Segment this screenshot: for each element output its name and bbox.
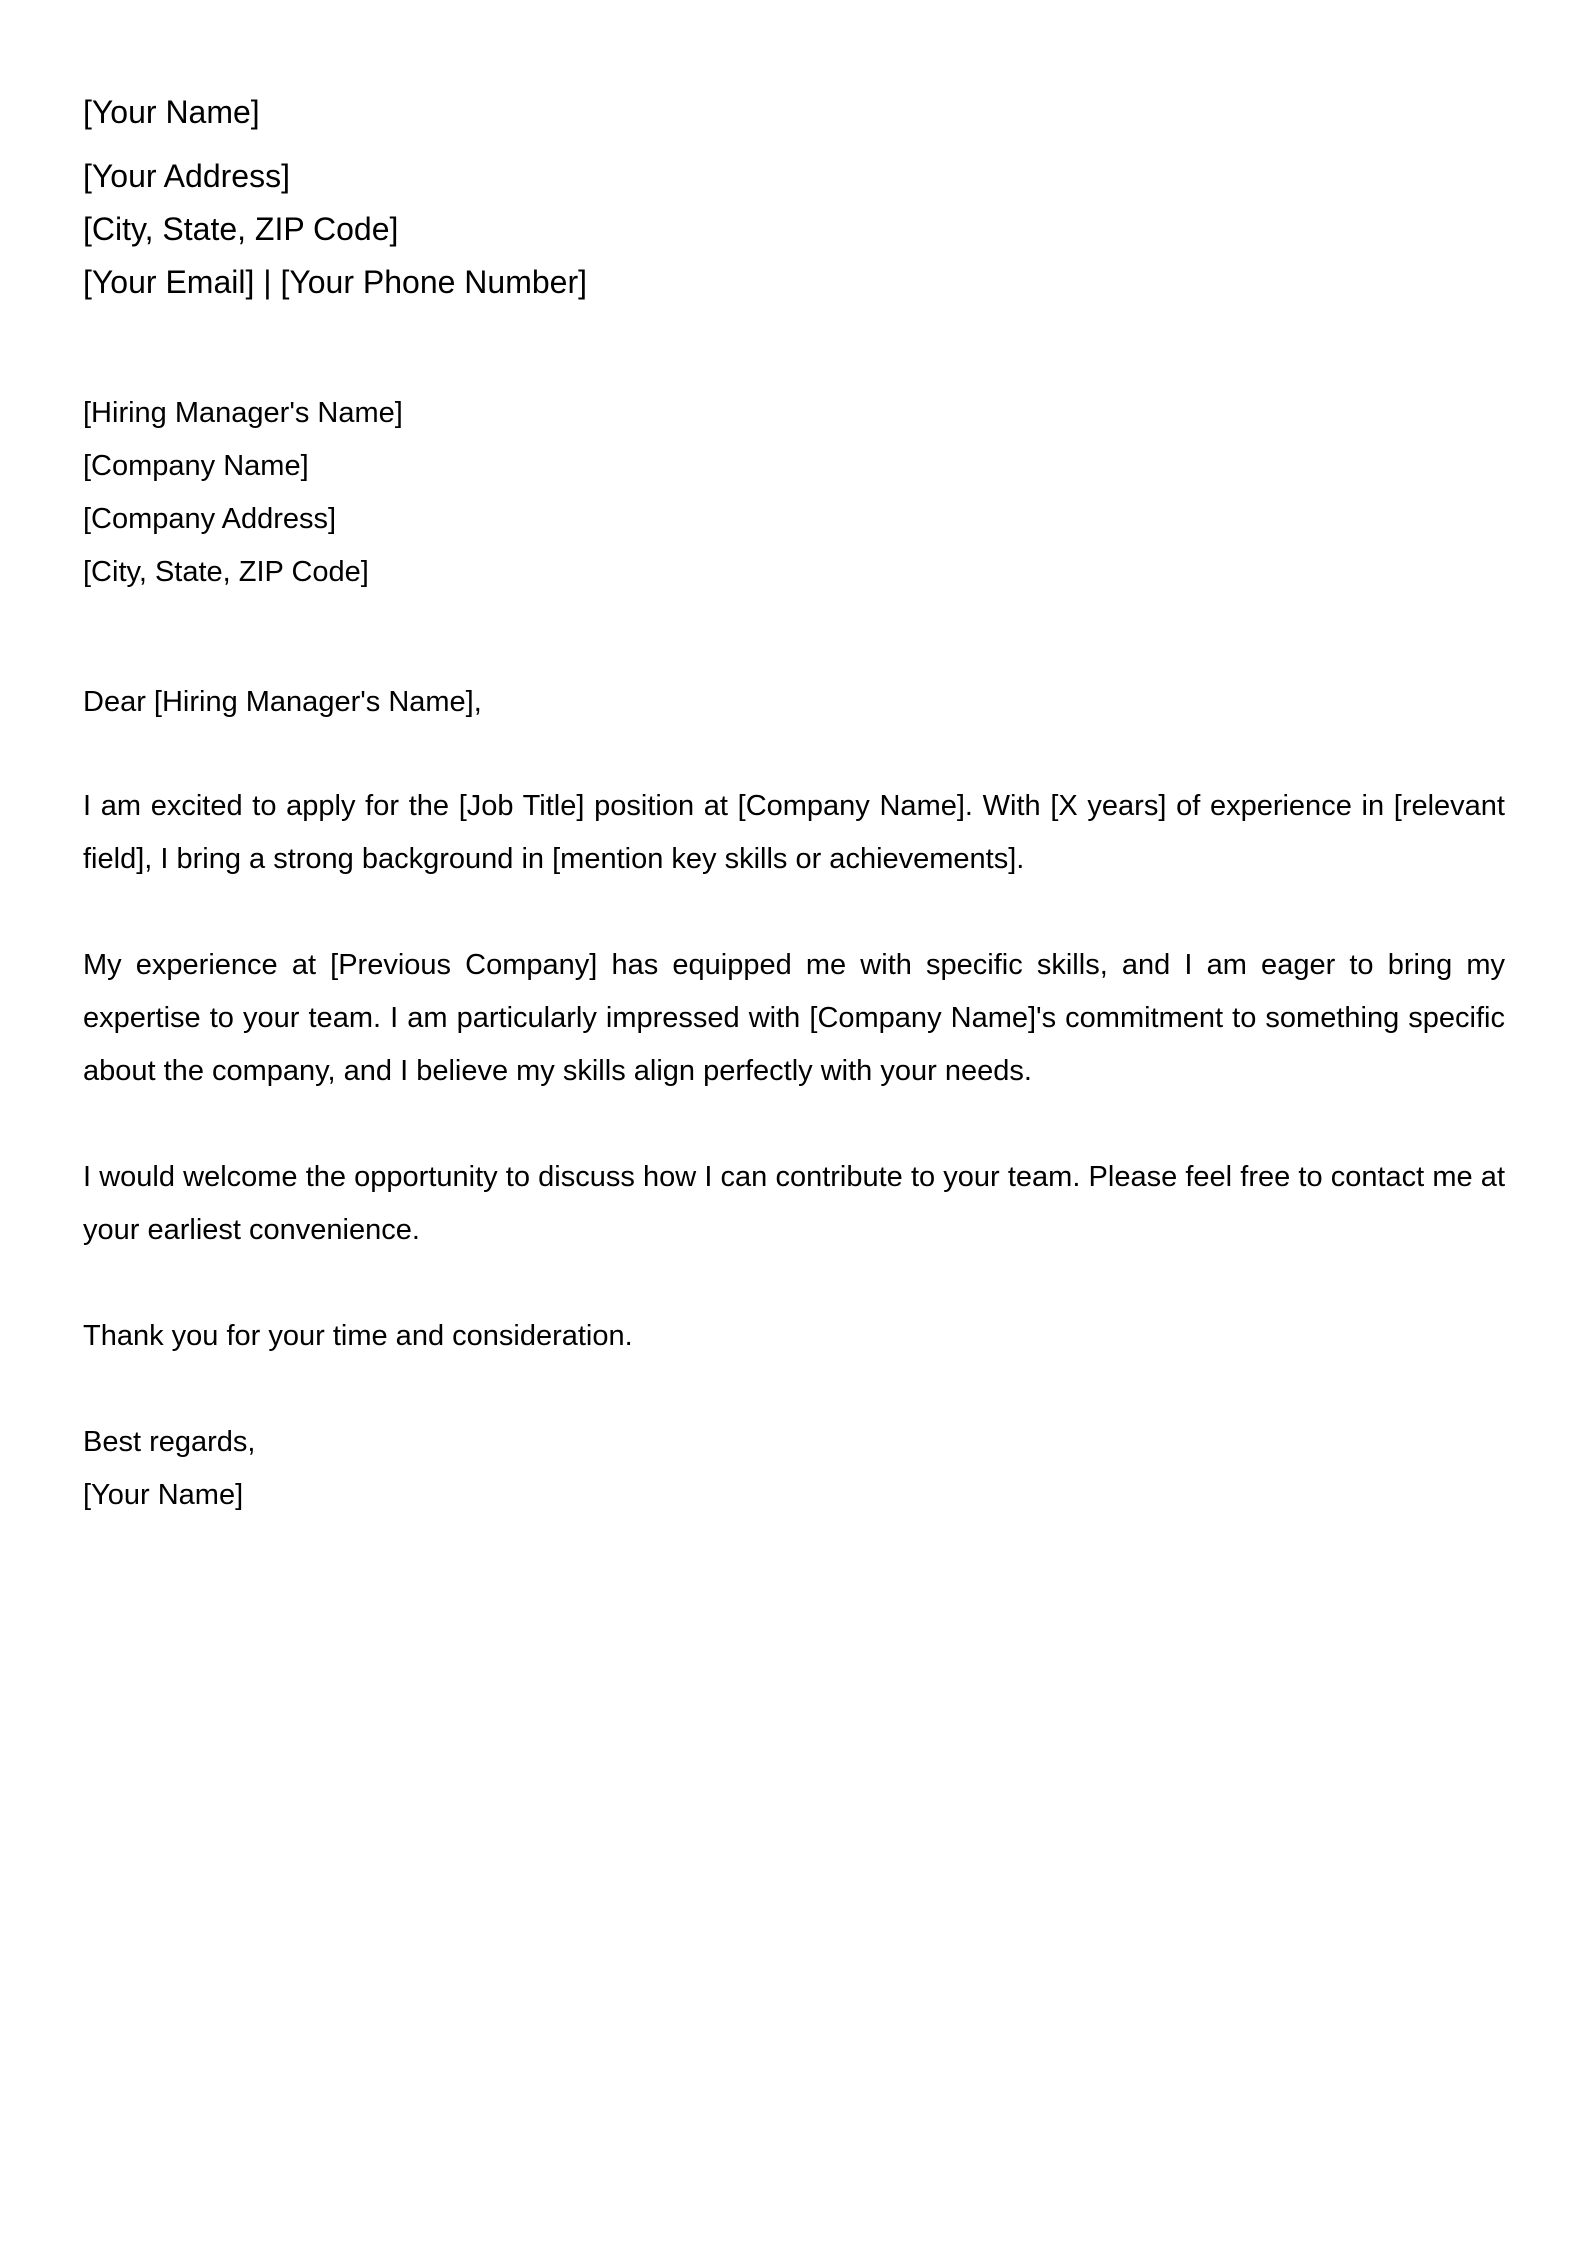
- closing-signature-name: [Your Name]: [83, 1479, 244, 1511]
- paragraph-intro: I am excited to apply for the [Job Title] position at [Company Name]. With [X years] of experience in [relevant field], I bring a strong background in [mention key skills or achievements].: [83, 790, 1505, 875]
- salutation: Dear [Hiring Manager's Name],: [83, 686, 482, 718]
- closing-regards: Best regards,: [83, 1426, 256, 1458]
- recipient-company-address: [Company Address]: [83, 503, 337, 535]
- paragraph-experience: My experience at [Previous Company] has equipped me with specific skills, and I am eager to bring my expertise to your team. I am particularly impressed with [Company Name]'s commitment to something specific about the company, and I believe my skills align perfectly with your needs.: [83, 949, 1505, 1087]
- sender-address: [Your Address]: [83, 158, 290, 194]
- recipient-manager-name: [Hiring Manager's Name]: [83, 397, 403, 429]
- paragraph-opportunity: I would welcome the opportunity to discuss how I can contribute to your team. Please feel free to contact me at your earliest convenience.: [83, 1161, 1505, 1246]
- recipient-city-state-zip: [City, State, ZIP Code]: [83, 556, 369, 588]
- sender-contact: [Your Email] | [Your Phone Number]: [83, 264, 587, 300]
- paragraph-thanks: Thank you for your time and consideration.: [83, 1320, 633, 1352]
- sender-city-state-zip: [City, State, ZIP Code]: [83, 211, 399, 247]
- sender-name: [Your Name]: [83, 94, 260, 130]
- recipient-company-name: [Company Name]: [83, 450, 309, 482]
